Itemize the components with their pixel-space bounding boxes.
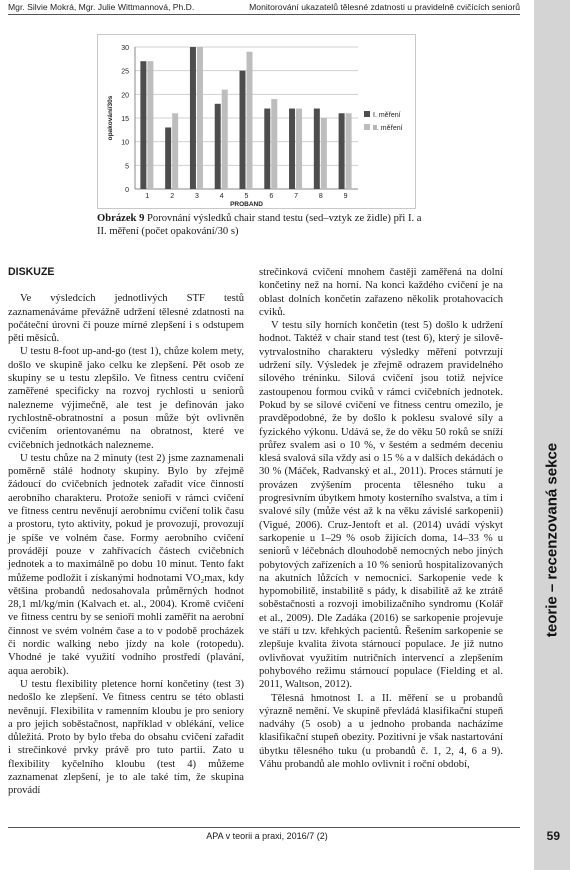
bar-measurement-1 <box>339 113 345 189</box>
y-tick-label: 5 <box>125 163 129 171</box>
bar-measurement-2 <box>271 99 277 189</box>
x-tick-label: 7 <box>294 193 299 200</box>
running-header-authors: Mgr. Silvie Mokrá, Mgr. Julie Wittmannová, Ph.D. <box>8 2 195 12</box>
legend-swatch <box>364 124 370 130</box>
bar-measurement-2 <box>197 47 203 189</box>
bar-measurement-2 <box>172 113 178 189</box>
bar-measurement-1 <box>190 47 196 189</box>
bar-measurement-2 <box>147 61 153 189</box>
bar-measurement-1 <box>215 104 221 189</box>
y-axis-label: opakování/30s <box>107 95 114 141</box>
y-tick-label: 25 <box>121 68 129 76</box>
y-tick-label: 0 <box>125 187 129 194</box>
section-label: teorie – recenzovaná sekce <box>543 442 561 638</box>
bar-measurement-2 <box>222 90 228 189</box>
bar-chart-figure <box>97 34 416 209</box>
y-tick-label: 20 <box>121 92 129 100</box>
figure-label: Obrázek 9 <box>97 213 145 224</box>
journal-footer: APA v teorii a praxi, 2016/7 (2) <box>206 831 328 841</box>
x-tick-label: 9 <box>343 193 348 200</box>
x-tick-label: 2 <box>170 193 175 200</box>
x-tick-label: 6 <box>269 193 274 200</box>
x-tick-label: 5 <box>244 193 249 200</box>
legend-label: II. měření <box>373 125 403 132</box>
right-column <box>259 266 503 771</box>
y-tick-label: 15 <box>121 116 129 123</box>
y-tick-label: 10 <box>121 139 129 147</box>
paragraph: V testu síly horních končetin (test 5) došlo k udržení hodnot. Taktéž v chair stand test (test 6), který je silově-vytrvalostního charakteru výsledky měření potvrzují udržení síly. Výsledek je zřejmě odrazem pravidelného silového tréninku. Silová cvičení jsou totiž nejvíce zastoupenou formou cviků v rámci cvičebních jednotek. Pokud by se silové cvičení ve fitness centru omezilo, je pravděpodobné, že by došlo k poklesu svalové síly a fyzického výkonu. Udává se, že do věku 50 roků se sníží průřez svalem asi o 10 %, v šestém a sedmém deceniu klesá svalová síla vždy asi o 15 % a v dalších dekádách o 30 % (Máček, Radvanský et al., 2011). Proces stárnutí je provázen zvýšením procenta tělesného tuku a progresivním úbytkem hmoty kosterního svalstva, a tím i svalové síly (může vést až k na věku závislé sarkopenii) (Vigué, 2006). Cruz-Jentoft et al. (2014) uvádí výskyt sarkopenie u 1–29 % osob žijících doma, 14–33 % u seniorů v léčebnách dlouhodobě nemocných nebo jiných pobytových zařízeních a 10 % seniorů hospitalizovaných na akutních lůžcích v nemocnici. Sarkopenie vede k hypomobilitě, instabilitě s pády, k disabilitě až ke ztrátě soběstačnosti a rozvoji imobilizačního syndromu (Kolář et al., 2009). Dle Zadáka (2016) se sarkopenie projevuje ve stáří u tzv. křehkých pacientů. Řešením sarkopenie se zlepšuje kvalita života stárnoucí populace. Je již nutno ovlivňovat využitím nutričních intervencí a zlepšením pohybového režimu stárnoucí populace (Fielding et al. 2011, Waltson, 2012). <box>259 320 503 691</box>
footer-divider <box>8 827 520 828</box>
bar-measurement-1 <box>314 109 320 189</box>
bar-measurement-2 <box>346 113 352 189</box>
left-column <box>8 266 244 798</box>
paragraph: U testu flexibility pletence horní končetiny (test 3) nedošlo ke zlepšení. Ve fitness centru se této oblasti nevěnují. Flexibilita v ramenním kloubu je pro seniory a pro jejich soběstačnost, například v oblékání, velice důležitá. Proto by bylo třeba do obsahu cvičení zařadit i strečinkové prvky právě pro tuto partii. Zato u flexibility kyčelního kloubu (test 4) můžeme zaznamenat zlepšení, je to ale také tím, že skupina provádí <box>8 678 244 797</box>
legend-swatch <box>364 111 370 117</box>
paragraph: Tělesná hmotnost I. a II. měření se u probandů výrazně nemění. Ve skupině převládá klasifikační stupeň nadváhy (5 osob) a u jednoho probanda nacházíme klasifikační stupeň obezity. Pozitivní je však nastartování úbytku tělesného tuku (u probandů č. 1, 2, 4, 6 a 9). Váhu probandů ale mohlo ovlivnit i roční období, <box>259 692 503 770</box>
section-heading: DISKUZE <box>8 266 55 278</box>
bar-measurement-2 <box>247 52 253 189</box>
bar-measurement-1 <box>165 127 171 189</box>
page-number: 59 <box>546 829 560 843</box>
figure-caption <box>97 212 427 238</box>
bar-measurement-1 <box>240 71 246 189</box>
running-header-title: Monitorování ukazatelů tělesné zdatnosti u pravidelně cvičících seniorů <box>249 2 520 12</box>
section-sidebar <box>534 0 570 870</box>
bar-measurement-2 <box>321 118 327 189</box>
x-tick-label: 8 <box>318 193 323 200</box>
x-tick-label: 4 <box>219 193 224 200</box>
bar-measurement-1 <box>140 61 146 189</box>
paragraph: strečinková cvičení mnohem častěji zaměřená na dolní končetiny než na horní. Na konci každého cvičení je na oblast dolních končetin zařazeno několik protahovacích cviků. <box>259 267 503 318</box>
paragraph: U testu 8-foot up-and-go (test 1), chůze kolem mety, došlo ve skupině jako celku ke zlepšení. Pět osob ze skupiny se u testu zlepšilo. Ve fitness centru cvičení zaměřené specificky na rozvoj rychlosti u seniorů nalezneme výjimečně, ale test je definován jako rychlostně-obratnostní a posun může být ovlivněn cvičením orientovanému na obratnost, které ve cvičebních jednotkách nalezneme. <box>8 346 244 451</box>
x-axis-label: PROBAND <box>230 201 263 208</box>
bar-measurement-2 <box>296 109 302 189</box>
paragraph: Ve výsledcích jednotlivých STF testů zaznamenáváme převážně udržení tělesné zdatnosti na počáteční úrovni či pouze mírné zlepšení i s odstupem pěti měsíců. <box>8 293 244 345</box>
x-tick-label: 1 <box>145 193 150 200</box>
bar-measurement-1 <box>264 109 270 189</box>
legend-label: I. měření <box>373 112 401 119</box>
paragraph: U testu chůze na 2 minuty (test 2) jsme zaznamenali poměrně stálé hodnoty skupiny. Bylo by zřejmě žádoucí do cvičebních jednotek zařadit více činností aerobního charakteru. Protože senioři v rámci cvičení ve fitness centru nevěnují aerobnímu cvičení tolik času a prostoru, tyto aktivity, pokud je provozují, provozují je spíše ve volném čase. Formy aerobního cvičení provádějí pouze v zahřívacích částech cvičebních jednotek a to maximálně po dobu 10 minut. Tento fakt můžeme podložit i získanými hodnotami VO₂max, kdy většina probandů nedosahovala průměrných hodnot 28,1 ml/kg/min (Kalvach et. al., 2004). Kromě cvičení ve fitness centru by se senioři mohli zaměřit na aerobní činnost ve svém volném čase a to v podobě procházek či nordic walking nebo jízdy na kole (rotopedu). Vhodné je také využití vodního prostředí (plavání, aqua aerobik). <box>8 452 244 677</box>
bar-measurement-1 <box>289 109 295 189</box>
y-tick-label: 30 <box>121 45 129 52</box>
figure-caption-text: Porovnání výsledků chair stand testu (sed–vztyk ze židle) při I. a II. měření (počet opakování/30 s) <box>97 213 422 237</box>
bar-chart <box>98 35 415 208</box>
header-divider <box>8 14 520 15</box>
x-tick-label: 3 <box>194 193 199 200</box>
